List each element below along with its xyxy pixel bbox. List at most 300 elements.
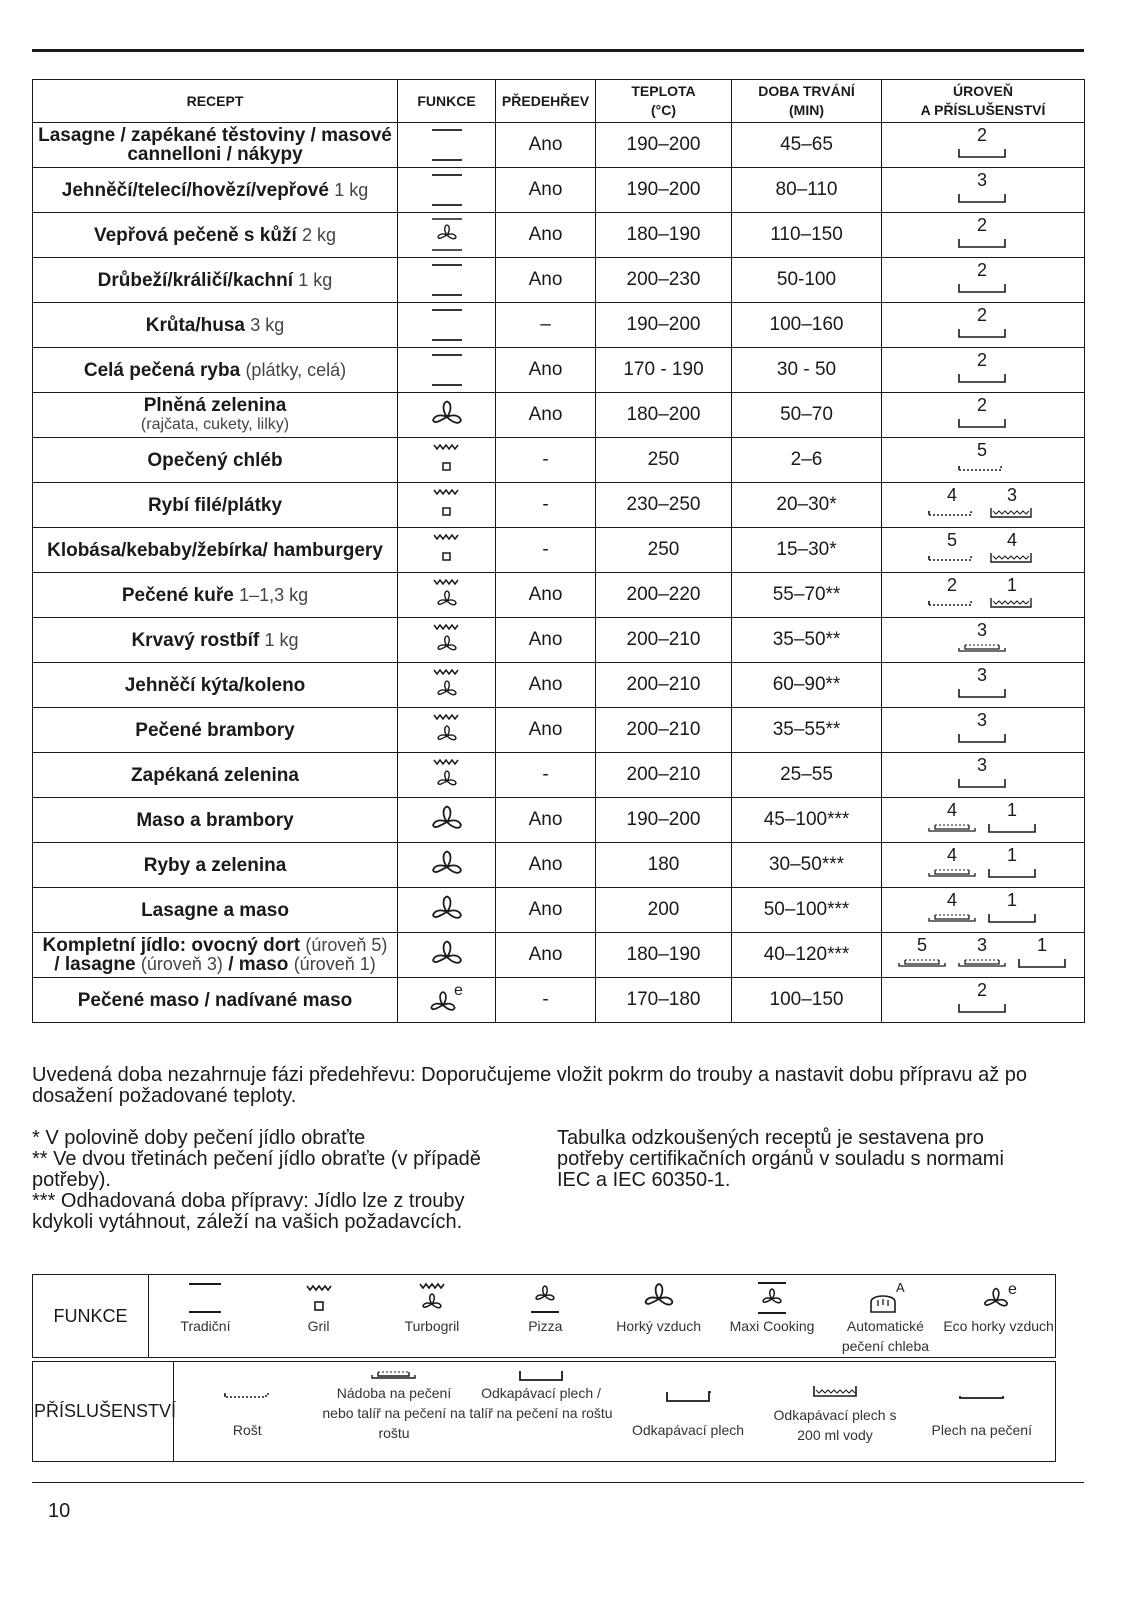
drip-tray-icon [957, 237, 1007, 249]
table-row [33, 663, 1085, 708]
temperature-cell: 180–190 [596, 213, 732, 258]
recipe-weight: 2 kg [302, 224, 337, 245]
wire-rack-icon [927, 597, 977, 609]
temperature-cell: 190–200 [596, 798, 732, 843]
table-row [33, 798, 1085, 843]
drip-tray-icon [987, 912, 1037, 924]
legend-function-label: Maxi Cooking [729, 1318, 815, 1334]
function-cell [398, 438, 496, 483]
table-row [33, 933, 1085, 978]
recipe-cell [33, 888, 398, 933]
table-row [33, 123, 1085, 168]
temperature-cell: 250 [596, 438, 732, 483]
temperature-cell: 190–200 [596, 123, 732, 168]
level-number: 2 [977, 350, 988, 370]
recipe-name: Ryby a zelenina [143, 854, 287, 876]
recipe-cell [33, 123, 398, 168]
level-entry [957, 755, 1013, 795]
table-row [33, 303, 1085, 348]
recipe-cell [33, 798, 398, 843]
fan-icon [639, 1280, 679, 1316]
preheat-cell: - [496, 978, 596, 1023]
level-number: 5 [947, 530, 958, 550]
temperature-cell: 190–200 [596, 303, 732, 348]
function-cell [398, 168, 496, 213]
legend-function-pizza [489, 1275, 602, 1358]
recipe-weight: 1 kg [264, 629, 299, 650]
eco-icon-letter: e [1007, 1281, 1017, 1298]
temperature-cell: 180–190 [596, 933, 732, 978]
recipe-name: Maso a brambory [136, 809, 294, 831]
recipe-name: Pečené brambory [135, 719, 295, 741]
preheat-cell: Ano [496, 123, 596, 168]
preheat-cell: - [496, 753, 596, 798]
level-number: 2 [947, 575, 958, 595]
traditional-icon [428, 351, 466, 389]
level-cell [882, 843, 1085, 888]
function-cell [398, 798, 496, 843]
level-entry [987, 890, 1043, 930]
level-number: 4 [1007, 530, 1018, 550]
legend-accessory-baking-tray [909, 1362, 1056, 1462]
table-row [33, 258, 1085, 303]
function-cell [398, 528, 496, 573]
table-row [33, 843, 1085, 888]
page-number: 10 [48, 1500, 71, 1522]
duration-cell: 110–150 [732, 213, 882, 258]
level-number: 2 [977, 125, 988, 145]
preheat-cell: - [496, 438, 596, 483]
legend-accessory-label: Rošt [232, 1421, 262, 1438]
recipe-name: Krvavý rostbíf [131, 629, 260, 651]
legend-function-eco [942, 1275, 1055, 1358]
recipe-cell [33, 213, 398, 258]
recipe-name: Klobása/kebaby/žebírka/ hamburgery [47, 539, 383, 561]
level-number: 2 [977, 305, 988, 325]
preheat-cell: Ano [496, 843, 596, 888]
legend-accessory-label: Odkapávací plech [631, 1421, 745, 1438]
level-entry [927, 575, 983, 615]
level-entry [957, 350, 1013, 390]
function-cell [398, 393, 496, 438]
level-entry [927, 530, 983, 570]
recipe-cell [33, 258, 398, 303]
function-cell [398, 303, 496, 348]
table-row [33, 618, 1085, 663]
level-entry [987, 485, 1043, 525]
level-cell [882, 168, 1085, 213]
drip-tray-icon [957, 372, 1007, 384]
level-number: 1 [1007, 800, 1018, 820]
level-cell [882, 258, 1085, 303]
level-number: 1 [1007, 575, 1018, 595]
level-cell [882, 483, 1085, 528]
fan-icon [428, 846, 466, 884]
header-temperature: TEPLOTA (°C) [596, 80, 732, 123]
legend-function-label: Gril [307, 1318, 330, 1334]
duration-cell: 80–110 [732, 168, 882, 213]
legend-function-label: Eco horky vzduch [943, 1318, 1054, 1334]
traditional-icon [428, 261, 466, 299]
accessories-legend-title: PŘÍSLUŠENSTVÍ [33, 1362, 174, 1462]
top-rule [32, 49, 1084, 52]
function-cell [398, 258, 496, 303]
maxi-cooking-icon [428, 216, 466, 254]
recipe-table [32, 79, 1085, 1023]
table-row [33, 168, 1085, 213]
temperature-cell: 200 [596, 888, 732, 933]
legend-function-label: Horký vzduch [616, 1318, 702, 1334]
level-cell [882, 933, 1085, 978]
table-row [33, 708, 1085, 753]
pizza-icon [525, 1280, 565, 1316]
function-cell [398, 348, 496, 393]
duration-cell: 15–30* [732, 528, 882, 573]
level-number: 3 [977, 170, 988, 190]
duration-cell: 30–50*** [732, 843, 882, 888]
level-cell [882, 123, 1085, 168]
recipe-name: Drůbeží/králičí/kachní [97, 269, 294, 291]
recipe-name: Krůta/husa [145, 314, 245, 336]
baking-dish-icon [927, 822, 977, 834]
legend-function-label: Automatické pečení chleba [841, 1318, 930, 1354]
table-row [33, 573, 1085, 618]
duration-cell: 45–65 [732, 123, 882, 168]
temperature-cell: 170 - 190 [596, 348, 732, 393]
function-cell [398, 663, 496, 708]
recipe-cell [33, 348, 398, 393]
fan-icon [428, 936, 466, 974]
legend-function-maxi-cooking [715, 1275, 828, 1358]
recipe-weight: 3 kg [250, 314, 285, 335]
function-cell [398, 978, 496, 1023]
table-row [33, 348, 1085, 393]
table-row [33, 528, 1085, 573]
turbogrill-icon [428, 666, 466, 704]
drip-tray-2-icon [663, 1388, 713, 1404]
level-number: 4 [947, 845, 958, 865]
eco-fan-icon [428, 981, 466, 1019]
grill-icon [428, 531, 466, 569]
recipe-name: Lasagne a maso [141, 899, 289, 921]
wire-rack-icon [222, 1388, 272, 1404]
drip-tray-icon [957, 777, 1007, 789]
level-cell [882, 708, 1085, 753]
level-number: 3 [977, 755, 988, 775]
level-cell [882, 393, 1085, 438]
level-number: 5 [977, 440, 988, 460]
legend-function-grill [262, 1275, 375, 1358]
maxi-cooking-icon [752, 1280, 792, 1316]
legend-function-traditional [149, 1275, 262, 1358]
drip-tray-icon [957, 192, 1007, 204]
level-number: 2 [977, 260, 988, 280]
recipe-cell [33, 753, 398, 798]
temperature-cell: 230–250 [596, 483, 732, 528]
legend-accessory-label: Odkapávací plech s 200 ml vody [773, 1406, 897, 1443]
duration-cell: 60–90** [732, 663, 882, 708]
recipe-subtitle: (rajčata, cukety, lilky) [140, 416, 290, 433]
drip-tray-water-icon [987, 597, 1037, 609]
temperature-cell: 250 [596, 528, 732, 573]
level-cell [882, 618, 1085, 663]
header-recipe: RECEPT [33, 80, 398, 123]
recipe-weight: 1 kg [334, 179, 369, 200]
turbogrill-icon [428, 711, 466, 749]
temperature-cell: 190–200 [596, 168, 732, 213]
function-cell [398, 933, 496, 978]
level-number: 2 [977, 980, 988, 1000]
note-star3: *** Odhadovaná doba přípravy: Jídlo lze z trouby kdykoli vytáhnout, záleží na vašich požadavcích. [32, 1190, 465, 1233]
recipe-name: Jehněčí kýta/koleno [124, 674, 306, 696]
recipe-cell [33, 978, 398, 1023]
table-row [33, 438, 1085, 483]
legend-function-label: Tradiční [180, 1318, 231, 1334]
recipe-cell [33, 618, 398, 663]
table-row [33, 213, 1085, 258]
level-number: 4 [947, 800, 958, 820]
duration-cell: 100–160 [732, 303, 882, 348]
table-row [33, 393, 1085, 438]
recipe-name-part: / maso [228, 954, 289, 975]
header-duration: DOBA TRVÁNÍ (MIN) [732, 80, 882, 123]
legend-accessory-label: Plech na pečení [931, 1421, 1032, 1438]
table-header-row [33, 80, 1085, 123]
level-number: 3 [977, 665, 988, 685]
level-number: 5 [917, 935, 928, 955]
recipe-cell [33, 708, 398, 753]
wire-rack-icon [927, 552, 977, 564]
turbogrill-icon [428, 756, 466, 794]
level-entry [957, 395, 1013, 435]
duration-cell: 50–70 [732, 393, 882, 438]
drip-tray-icon [516, 1367, 566, 1383]
level-cell [882, 978, 1085, 1023]
legend-function-bread [829, 1275, 942, 1358]
level-number: 1 [1007, 890, 1018, 910]
level-entry [987, 530, 1043, 570]
table-row [33, 888, 1085, 933]
duration-cell: 35–50** [732, 618, 882, 663]
traditional-icon [428, 306, 466, 344]
preheat-cell: Ano [496, 888, 596, 933]
level-cell [882, 213, 1085, 258]
level-entry [957, 125, 1013, 165]
level-cell [882, 663, 1085, 708]
recipe-name: Zapékaná zelenina [131, 764, 299, 786]
function-cell [398, 483, 496, 528]
level-entry [957, 710, 1013, 750]
temperature-cell: 180 [596, 843, 732, 888]
preheat-cell: Ano [496, 393, 596, 438]
level-cell [882, 303, 1085, 348]
level-entry [957, 260, 1013, 300]
fan-icon [428, 891, 466, 929]
note-preheat: Uvedená doba nezahrnuje fázi předehřevu: Doporučujeme vložit pokrm do trouby a nastavit dobu přípravu až po dosažení požadované teploty. [32, 1064, 1028, 1107]
preheat-cell: Ano [496, 798, 596, 843]
note-certification: Tabulka odzkoušených receptů je sestavena pro potřeby certifikačních orgánů v souladu s normami IEC a IEC 60350-1. [557, 1127, 1004, 1191]
recipe-name: Celá pečená ryba [83, 359, 241, 381]
preheat-cell: Ano [496, 573, 596, 618]
preheat-cell: - [496, 483, 596, 528]
level-cell [882, 438, 1085, 483]
recipe-name: Vepřová pečeně s kůží [93, 224, 297, 246]
drip-tray-icon [987, 822, 1037, 834]
level-entry [927, 890, 983, 930]
drip-tray-icon [957, 687, 1007, 699]
level-cell [882, 528, 1085, 573]
function-cell [398, 123, 496, 168]
level-entry [927, 800, 983, 840]
level-entry [957, 980, 1013, 1020]
note-star2: ** Ve dvou třetinách pečení jídlo obraťte (v případě potřeby). [32, 1148, 481, 1191]
function-cell [398, 618, 496, 663]
temperature-cell: 200–220 [596, 573, 732, 618]
preheat-cell: Ano [496, 708, 596, 753]
functions-legend [32, 1274, 1056, 1358]
table-row [33, 978, 1085, 1023]
level-number: 3 [977, 710, 988, 730]
duration-cell: 55–70** [732, 573, 882, 618]
note-star1: * V polovině doby pečení jídlo obraťte [32, 1127, 366, 1149]
recipe-cell [33, 843, 398, 888]
legend-function-label: Pizza [528, 1318, 563, 1334]
accessories-legend [32, 1361, 1056, 1462]
drip-tray-icon [957, 282, 1007, 294]
function-cell [398, 888, 496, 933]
header-function: FUNKCE [398, 80, 496, 123]
baking-dish-icon [369, 1367, 419, 1383]
recipe-name: Rybí filé/plátky [147, 494, 283, 516]
legend-accessory-label: Odkapávací plech / talíř na pečení na roštu [469, 1385, 613, 1421]
turbogrill-icon [428, 576, 466, 614]
recipe-name: Opečený chléb [147, 449, 283, 471]
function-cell [398, 708, 496, 753]
recipe-weight: 1 kg [298, 269, 333, 290]
recipe-cell [33, 933, 398, 978]
level-entry [927, 845, 983, 885]
header-preheat: PŘEDEHŘEV [496, 80, 596, 123]
recipe-name: Pečené maso / nadívané maso [77, 989, 353, 1011]
level-cell [882, 753, 1085, 798]
level-entry [897, 935, 953, 975]
recipe-name: Pečené kuře [121, 584, 234, 606]
recipe-cell [33, 573, 398, 618]
duration-cell: 35–55** [732, 708, 882, 753]
level-entry [957, 935, 1013, 975]
level-entry [957, 170, 1013, 210]
recipe-name: Kompletní jídlo: ovocný dort [42, 935, 301, 956]
baking-dish-icon [927, 912, 977, 924]
level-number: 1 [1037, 935, 1048, 955]
drip-tray-icon [1017, 957, 1067, 969]
legend-accessory-drip-tray [615, 1362, 762, 1462]
level-cell [882, 888, 1085, 933]
level-number: 3 [977, 935, 988, 955]
bread-icon [865, 1280, 905, 1316]
recipe-cell [33, 393, 398, 438]
level-number: 4 [947, 890, 958, 910]
table-row [33, 483, 1085, 528]
level-cell [882, 573, 1085, 618]
preheat-cell: - [496, 528, 596, 573]
header-level: ÚROVEŇ A PŘÍSLUŠENSTVÍ [882, 80, 1085, 123]
level-number: 3 [977, 620, 988, 640]
preheat-cell: Ano [496, 258, 596, 303]
baking-dish-icon [957, 957, 1007, 969]
legend-function-turbogrill [375, 1275, 488, 1358]
duration-cell: 40–120*** [732, 933, 882, 978]
preheat-cell: Ano [496, 663, 596, 708]
svg-text:e: e [453, 982, 463, 999]
level-entry [1017, 935, 1073, 975]
turbogrill-icon [412, 1280, 452, 1316]
preheat-cell: – [496, 303, 596, 348]
grill-icon [428, 441, 466, 479]
drip-tray-icon [957, 147, 1007, 159]
drip-tray-water-icon [987, 507, 1037, 519]
level-number: 2 [977, 215, 988, 235]
level-number: 4 [947, 485, 958, 505]
temperature-cell: 200–230 [596, 258, 732, 303]
functions-legend-title: FUNKCE [33, 1275, 149, 1358]
traditional-icon [185, 1280, 225, 1316]
function-cell [398, 753, 496, 798]
preheat-cell: Ano [496, 348, 596, 393]
preheat-cell: Ano [496, 168, 596, 213]
function-cell [398, 843, 496, 888]
temperature-cell: 170–180 [596, 978, 732, 1023]
eco-fan-icon [979, 1280, 1019, 1316]
duration-cell: 25–55 [732, 753, 882, 798]
recipe-name-part: / lasagne [54, 954, 136, 975]
duration-cell: 20–30* [732, 483, 882, 528]
level-number: 1 [1007, 845, 1018, 865]
legend-accessory-drip-tray-water [762, 1362, 909, 1462]
level-entry [957, 620, 1013, 660]
temperature-cell: 200–210 [596, 663, 732, 708]
level-entry [987, 800, 1043, 840]
level-number: 2 [977, 395, 988, 415]
temperature-cell: 200–210 [596, 708, 732, 753]
traditional-icon [428, 126, 466, 164]
baking-tray-icon [957, 1388, 1007, 1404]
traditional-icon [428, 171, 466, 209]
recipe-cell [33, 663, 398, 708]
recipe-level-note: (úroveň 5) [305, 935, 388, 955]
recipe-level-note: (úroveň 1) [293, 954, 376, 974]
function-cell [398, 213, 496, 258]
legend-function-fan [602, 1275, 715, 1358]
turbogrill-icon [428, 621, 466, 659]
duration-cell: 2–6 [732, 438, 882, 483]
duration-cell: 30 - 50 [732, 348, 882, 393]
grill-icon [428, 486, 466, 524]
recipe-cell [33, 528, 398, 573]
level-cell [882, 798, 1085, 843]
preheat-cell: Ano [496, 933, 596, 978]
duration-cell: 50-100 [732, 258, 882, 303]
bread-icon-letter: A [896, 1280, 906, 1295]
legend-function-label: Turbogril [404, 1318, 460, 1334]
table-row [33, 753, 1085, 798]
level-entry [957, 215, 1013, 255]
wire-rack-icon [927, 507, 977, 519]
drip-tray-icon [957, 327, 1007, 339]
recipe-cell [33, 168, 398, 213]
duration-cell: 100–150 [732, 978, 882, 1023]
baking-dish-icon [897, 957, 947, 969]
